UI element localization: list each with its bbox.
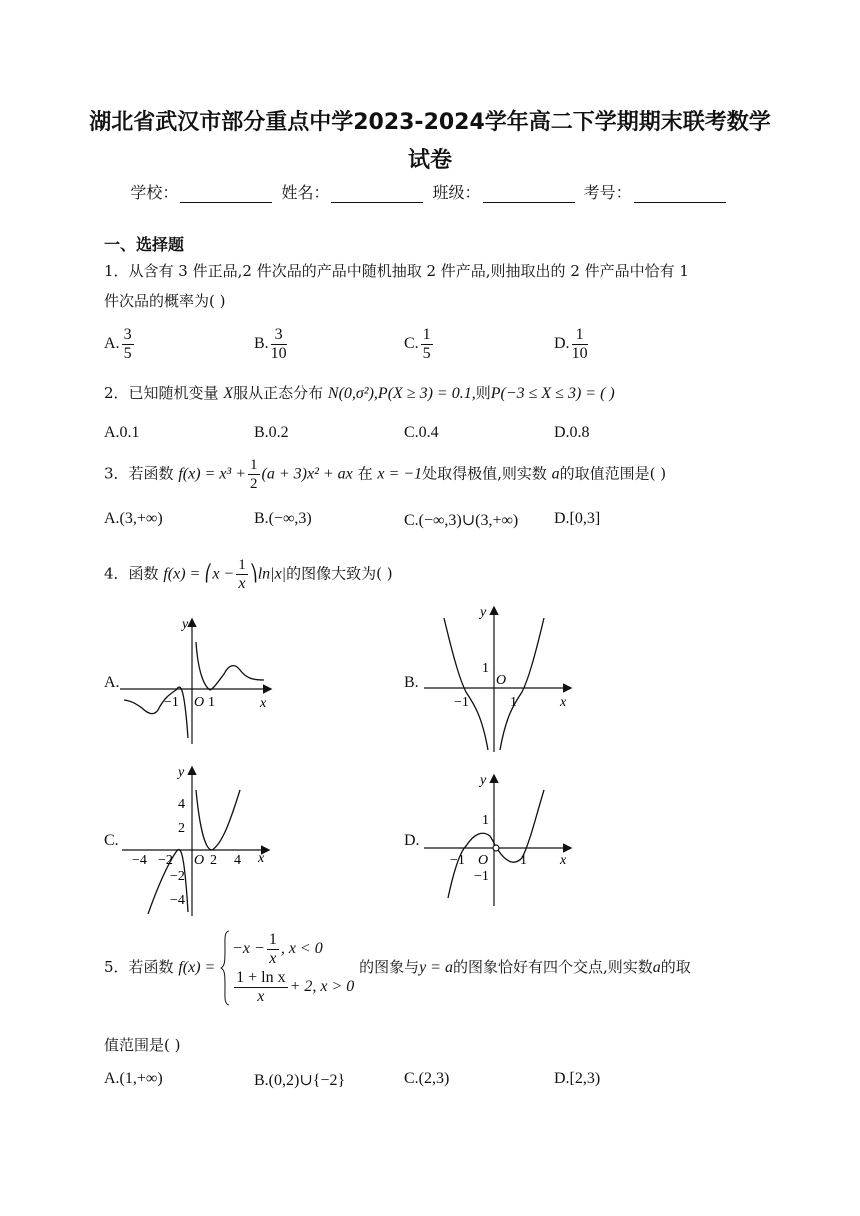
q5-var: a [652, 959, 661, 976]
origin-label: O [496, 673, 507, 688]
q4-func-rhs: ⎞ln|x| [249, 565, 287, 583]
origin-label: O [478, 853, 489, 868]
q5-piecewise [220, 930, 354, 1006]
tick-1: 1 [208, 695, 215, 710]
q2-option-c[interactable]: C.0.4 [404, 424, 439, 441]
tick-neg1: −1 [164, 695, 179, 710]
question-1-options [104, 326, 764, 370]
tick-x-neg1: −1 [450, 853, 465, 868]
q1-option-a-fraction [122, 326, 134, 363]
q3-fraction [248, 456, 260, 493]
q1-option-b-fraction [271, 326, 287, 363]
y-label: y [480, 773, 487, 788]
frac-den: 10 [270, 345, 287, 362]
question-1-line1: 1．从含有 3 件正品,2 件次品的产品中随机抽取 2 件产品,则抽取出的 2 件产品中恰有 1 [104, 262, 689, 280]
x-label: x [260, 696, 267, 711]
q2-mid: 服从正态分布 [233, 384, 324, 402]
q5-case1 [232, 930, 354, 968]
q3-option-b[interactable]: B.(−∞,3) [254, 510, 312, 527]
q3-at: x = −1 [377, 465, 423, 483]
q1-option-a-label: A. [104, 335, 120, 353]
curve-right [500, 618, 544, 750]
q4-option-d[interactable]: D. [404, 832, 420, 849]
x-label: x [560, 853, 567, 868]
exam-no-blank[interactable] [634, 184, 726, 203]
frac-num: 1 [422, 326, 431, 343]
graph-a[interactable] [118, 612, 278, 747]
q1-option-b[interactable] [254, 326, 289, 363]
q1-option-d-label: D. [554, 335, 570, 353]
question-4 [104, 556, 764, 593]
origin-label: O [194, 695, 205, 710]
q5-case2 [232, 968, 354, 1006]
case1-a: −x − [232, 940, 265, 957]
q2-dist: N(0,σ²),P(X ≥ 3) = 0.1, [327, 385, 476, 402]
tick-y-neg1: −1 [474, 869, 489, 884]
q4-option-b[interactable]: B. [404, 674, 419, 691]
case1-b: , x < 0 [280, 940, 323, 957]
q5-prefix: 5．若函数 [104, 958, 174, 976]
q5-suffix1: 的图象与 [359, 958, 420, 976]
q3-option-c[interactable]: C.(−∞,3)∪(3,+∞) [404, 512, 519, 529]
school-label: 学校： [130, 183, 179, 202]
graph-b[interactable] [420, 600, 580, 755]
tick-neg1: −1 [454, 695, 469, 710]
student-info-line [0, 180, 860, 203]
open-point [493, 845, 499, 851]
frac-den: 5 [123, 345, 132, 362]
frac-num: 3 [123, 326, 132, 343]
curve-right [196, 642, 264, 690]
q4-func-lhs: f(x) = ⎛x − [163, 565, 235, 583]
q1-option-c-label: C. [404, 335, 419, 353]
question-1 [104, 256, 764, 316]
question-5-line2: 值范围是( ) [104, 1036, 181, 1054]
tick-y-neg2: −2 [170, 869, 185, 884]
origin-label: O [194, 853, 205, 868]
q5-option-d[interactable]: D.[2,3) [554, 1070, 601, 1087]
q3-option-d[interactable]: D.[0,3] [554, 510, 601, 527]
question-5-options [104, 1070, 764, 1092]
brace-icon [220, 930, 230, 1006]
tick-x1: 1 [520, 853, 527, 868]
question-1-line2: 件次品的概率为( ) [104, 292, 226, 310]
curve [448, 790, 544, 898]
q3-option-a[interactable]: A.(3,+∞) [104, 510, 163, 527]
q2-option-a[interactable]: A.0.1 [104, 424, 140, 441]
y-label: y [480, 605, 487, 620]
tick-x-neg2: −2 [158, 853, 173, 868]
question-2-options [104, 424, 764, 446]
tick-x2: 2 [210, 853, 217, 868]
question-5 [104, 930, 764, 1006]
q1-option-c-fraction [421, 326, 433, 363]
case2-b: + 2, x > 0 [289, 978, 355, 995]
q1-option-b-label: B. [254, 335, 269, 353]
frac-den: 10 [571, 345, 588, 362]
tick-1: 1 [510, 695, 517, 710]
graph-d[interactable] [420, 770, 580, 910]
exam-no-label: 考号： [583, 183, 632, 202]
frac-num: 1 + ln x [236, 968, 286, 986]
case2-frac [234, 969, 287, 1006]
name-label: 姓名： [281, 183, 330, 202]
question-3-options [104, 510, 764, 532]
class-label: 班级： [432, 183, 481, 202]
tick-y4: 4 [178, 797, 185, 812]
q5-suffix2: 的图象恰好有四个交点,则实数 [452, 958, 653, 976]
q4-prefix: 4．函数 [104, 564, 159, 583]
q2-var: X [223, 385, 234, 402]
class-blank[interactable] [483, 184, 575, 203]
tick-y1: 1 [482, 661, 489, 676]
q1-option-c[interactable] [404, 326, 435, 363]
tick-y2: 2 [178, 821, 185, 836]
school-blank[interactable] [180, 184, 272, 203]
q2-prefix: 2．已知随机变量 [104, 384, 219, 402]
tick-y1: 1 [482, 813, 489, 828]
case1-frac [267, 931, 279, 968]
frac-den: x [238, 575, 246, 592]
q1-option-d-fraction [572, 326, 588, 363]
q4-suffix: 的图像大致为( ) [286, 564, 393, 583]
frac-num: 1 [250, 457, 258, 473]
q3-var: a [551, 465, 560, 483]
q4-fraction [236, 556, 248, 593]
x-label: x [560, 695, 567, 710]
q5-eq: y = a [419, 959, 453, 976]
curve-right [196, 790, 240, 850]
frac-den: x [269, 949, 277, 967]
tick-x4: 4 [234, 853, 241, 868]
tick-y-neg4: −4 [170, 893, 185, 908]
frac-num: 1 [268, 930, 277, 948]
frac-den: 2 [250, 476, 258, 492]
frac-num: 1 [238, 557, 246, 573]
tick-x-neg4: −4 [132, 853, 147, 868]
q4-option-c[interactable]: C. [104, 832, 119, 849]
q5-option-c[interactable]: C.(2,3) [404, 1070, 450, 1087]
frac-den: x [257, 987, 265, 1005]
frac-num: 3 [271, 326, 287, 345]
q3-suffix: 处取得极值,则实数 [422, 464, 547, 483]
graph-c[interactable] [118, 762, 278, 920]
q1-option-a[interactable] [104, 326, 136, 363]
q1-option-d[interactable] [554, 326, 590, 363]
page-title-line2: 试卷 [407, 148, 452, 173]
q5-func-lhs: f(x) = [178, 959, 216, 976]
frac-num: 1 [572, 326, 588, 345]
q2-option-b[interactable]: B.0.2 [254, 424, 289, 441]
question-2 [104, 378, 764, 409]
q3-prefix: 3．若函数 [104, 464, 174, 483]
y-label: y [182, 617, 189, 632]
frac-den: 5 [422, 345, 431, 362]
q3-end: 的取值范围是( ) [559, 464, 667, 483]
q5-option-b[interactable]: B.(0,2)∪{−2} [254, 1072, 346, 1089]
question-3 [104, 456, 764, 493]
y-label: y [178, 765, 185, 780]
curve-left [444, 618, 488, 750]
q2-then: 则 [475, 384, 491, 402]
q3-mid: 在 [357, 464, 373, 483]
q3-func-lhs: f(x) = x³ + [178, 465, 247, 483]
page-title: 湖北省武汉市部分重点中学2023-2024学年高二下学期期末联考数学 [89, 110, 771, 135]
q4-option-a[interactable]: A. [104, 674, 120, 691]
q2-option-d[interactable]: D.0.8 [554, 424, 590, 441]
x-label: x [258, 851, 265, 866]
q5-end: 的取 [660, 958, 691, 976]
q2-ask: P(−3 ≤ X ≤ 3) = ( ) [490, 385, 615, 402]
q3-func-rhs: (a + 3)x² + ax [261, 465, 353, 483]
section-title: 一、选择题 [104, 235, 185, 254]
q5-option-a[interactable]: A.(1,+∞) [104, 1070, 163, 1087]
name-blank[interactable] [331, 184, 423, 203]
